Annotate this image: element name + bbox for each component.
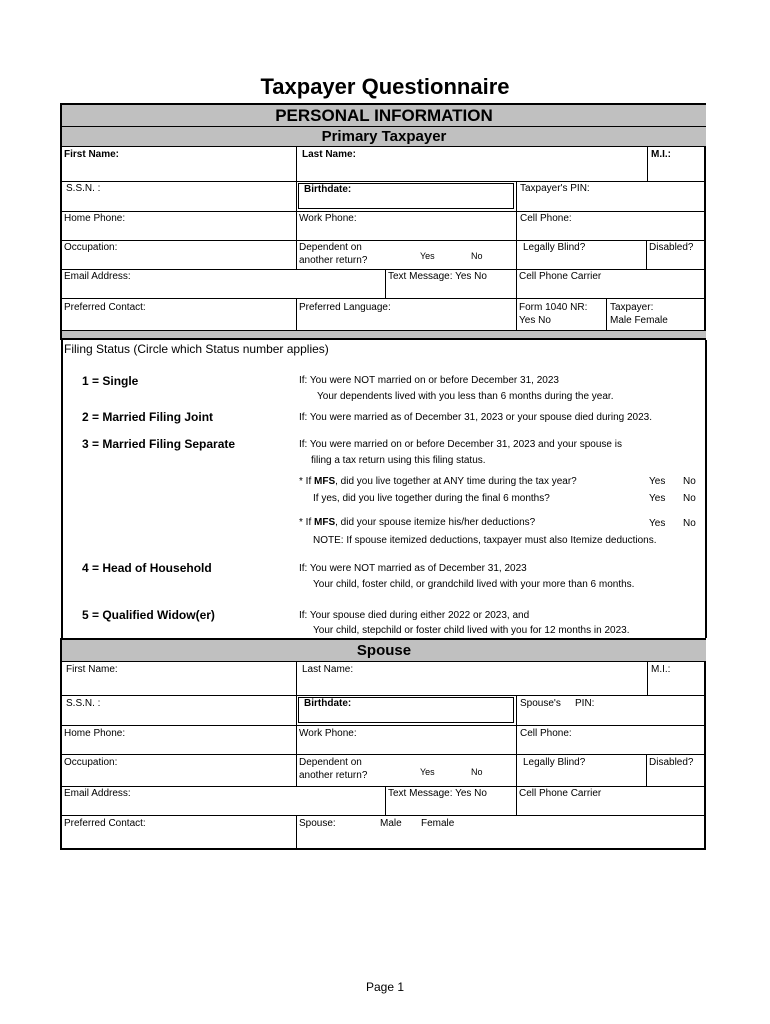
q1-yes[interactable]: Yes [649,476,666,487]
taxpayer-gender-options[interactable]: Male Female [610,315,668,326]
spouse-pin-label: Spouse's [520,698,561,709]
spouse-header: Spouse [62,640,706,661]
spouse-home-phone-label: Home Phone: [64,728,126,739]
mfj-desc-1: If: You were married as of December 31, 2023 or your spouse died during 2023. [299,412,652,423]
preferred-contact-label: Preferred Contact: [64,302,146,313]
spouse-disabled-label: Disabled? [649,757,694,768]
text-message-label: Text Message: Yes No [388,271,487,282]
status-single[interactable]: 1 = Single [82,374,139,388]
qw-desc-1: If: Your spouse died during either 2022 or 2023, and [299,610,530,621]
ssn-label: S.S.N. : [66,183,101,194]
spouse-cell-phone-label: Cell Phone: [520,728,572,739]
taxpayer-pin-label: Taxpayer's PIN: [520,183,590,194]
last-name-label: Last Name: [302,149,356,160]
dependent-label-2: another return? [299,255,368,266]
mfs-question-2: If yes, did you live together during the final 6 months? [313,493,550,504]
mfs-question-1: * If MFS, did you live together at ANY time during the tax year? [299,476,577,487]
status-qualified-widow[interactable]: 5 = Qualified Widow(er) [82,608,215,622]
page-number: Page 1 [365,980,405,994]
spouse-first-name-label: First Name: [66,664,118,675]
itemize-note: NOTE: If spouse itemized deductions, taxpayer must also Itemize deductions. [313,535,657,546]
dependent-no[interactable]: No [471,251,483,261]
status-married-joint[interactable]: 2 = Married Filing Joint [82,410,214,424]
spouse-dependent-label: Dependent on [299,757,362,768]
spouse-text-message-label: Text Message: Yes No [388,788,487,799]
personal-info-header: PERSONAL INFORMATION [62,105,706,126]
hoh-desc-1: If: You were NOT married as of December 31, 2023 [299,563,527,574]
home-phone-label: Home Phone: [64,213,126,224]
q3-yes[interactable]: Yes [649,518,666,529]
q2-yes[interactable]: Yes [649,493,666,504]
birthdate-label: Birthdate: [304,184,352,195]
first-name-label: First Name: [64,149,120,160]
occupation-label: Occupation: [64,242,118,253]
spouse-gender-label: Spouse: [299,818,336,829]
document-title: Taxpayer Questionnaire [260,74,510,99]
form-1040nr-label: Form 1040 NR: [519,302,588,313]
spouse-cell-carrier-label: Cell Phone Carrier [519,788,602,799]
spouse-email-label: Email Address: [64,788,131,799]
form-1040nr-options[interactable]: Yes No [519,315,551,326]
spouse-male-option[interactable]: Male [380,818,402,829]
spouse-mi-label: M.I.: [651,664,671,675]
preferred-language-label: Preferred Language: [299,302,391,313]
filing-status-heading: Filing Status (Circle which Status number applies) [64,342,329,356]
spouse-dependent-no[interactable]: No [471,767,483,777]
spouse-work-phone-label: Work Phone: [299,728,357,739]
hoh-desc-2: Your child, foster child, or grandchild lived with your more than 6 months. [313,579,635,590]
spouse-occupation-label: Occupation: [64,757,118,768]
single-desc-1: If: You were NOT married on or before December 31, 2023 [299,375,559,386]
work-phone-label: Work Phone: [299,213,357,224]
spouse-pin-label-2: PIN: [575,698,595,709]
mfs-desc-2: filing a tax return using this filing status. [311,455,486,466]
status-head-of-household[interactable]: 4 = Head of Household [82,561,212,575]
qw-desc-2: Your child, stepchild or foster child lived with you for 12 months in 2023. [313,625,630,636]
mi-label: M.I.: [651,149,671,160]
spouse-ssn-label: S.S.N. : [66,698,101,709]
spouse-preferred-contact-label: Preferred Contact: [64,818,146,829]
spouse-legally-blind-label: Legally Blind? [523,757,586,768]
q3-no[interactable]: No [683,518,696,529]
cell-phone-label: Cell Phone: [520,213,572,224]
disabled-label: Disabled? [649,242,694,253]
spouse-dependent-yes[interactable]: Yes [420,767,435,777]
q2-no[interactable]: No [683,493,696,504]
email-label: Email Address: [64,271,131,282]
spouse-last-name-label: Last Name: [302,664,354,675]
q1-no[interactable]: No [683,476,696,487]
legally-blind-label: Legally Blind? [523,242,586,253]
spouse-birthdate-label: Birthdate: [304,698,352,709]
dependent-yes[interactable]: Yes [420,251,435,261]
spouse-dependent-label-2: another return? [299,770,368,781]
primary-taxpayer-header: Primary Taxpayer [62,127,706,146]
mfs-desc-1: If: You were married on or before December 31, 2023 and your spouse is [299,439,622,450]
status-married-separate[interactable]: 3 = Married Filing Separate [82,437,236,451]
taxpayer-gender-label: Taxpayer: [610,302,654,313]
dependent-label: Dependent on [299,242,362,253]
cell-carrier-label: Cell Phone Carrier [519,271,602,282]
mfs-question-3: * If MFS, did your spouse itemize his/her deductions? [299,517,536,528]
single-desc-2: Your dependents lived with you less than 6 months during the year. [317,391,614,402]
spouse-female-option[interactable]: Female [421,818,455,829]
